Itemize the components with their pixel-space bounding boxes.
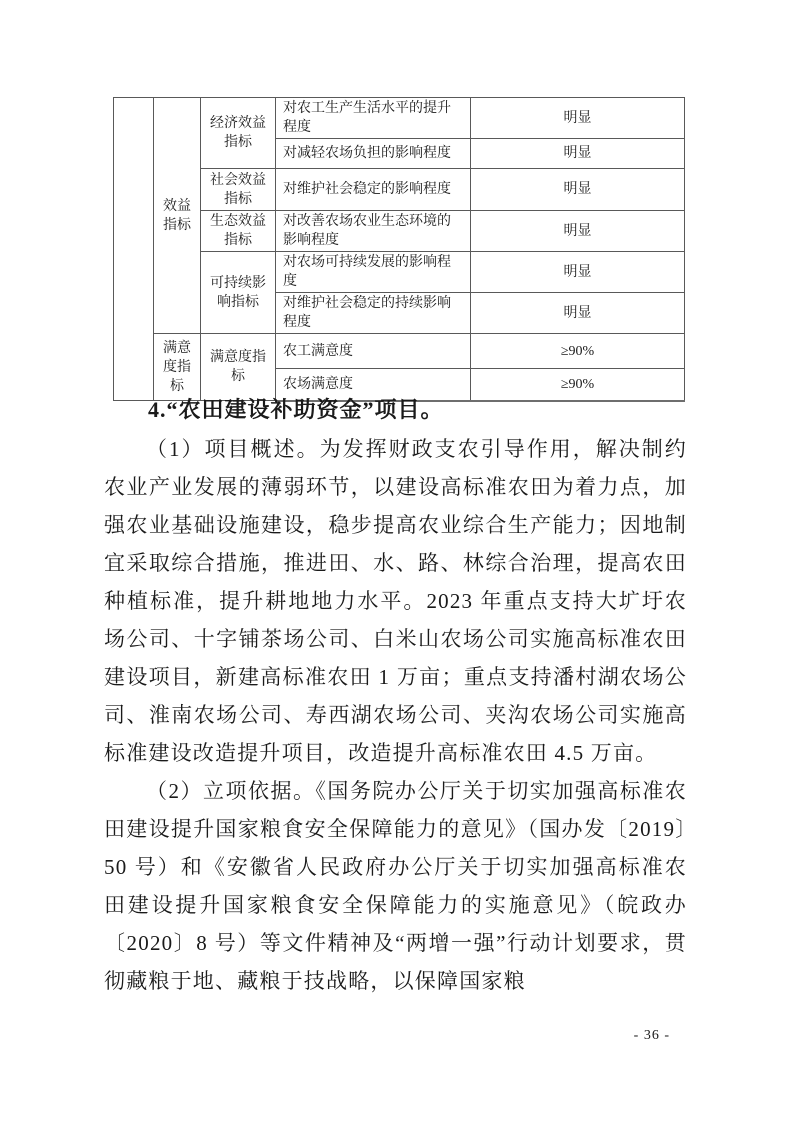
subcategory-cell: 生态效益指标: [201, 211, 276, 252]
description-cell: 对维护社会稳定的持续影响程度: [276, 293, 471, 334]
description-cell: 对维护社会稳定的影响程度: [276, 169, 471, 211]
value-cell: 明显: [471, 211, 685, 252]
table-spacer-cell: [114, 98, 154, 401]
value-cell: ≥90%: [471, 334, 685, 369]
subcategory-cell: 经济效益指标: [201, 98, 276, 169]
value-cell: 明显: [471, 98, 685, 139]
description-cell: 农工满意度: [276, 334, 471, 369]
table-row: [114, 334, 685, 369]
paragraph-project-basis: （2）立项依据。《国务院办公厅关于切实加强高标准农田建设提升国家粮食安全保障能力的意见》（国办发〔2019〕50 号）和《安徽省人民政府办公厅关于切实加强高标准农田建设提升国家粮食安全保障能力的实施意见》（皖政办〔2020〕8 号）等文件精神及“两增一强”行动计划要求，贯彻藏粮于地、藏粮于技战略，以保障国家粮: [104, 779, 687, 993]
description-cell: 农场满意度: [276, 369, 471, 401]
description-cell: 对农工生产生活水平的提升程度: [276, 98, 471, 139]
description-cell: 对减轻农场负担的影响程度: [276, 139, 471, 169]
document-body: [104, 390, 687, 1000]
description-cell: 对改善农场农业生态环境的影响程度: [276, 211, 471, 252]
indicator-table: [113, 97, 685, 402]
category-cell: 效益指标: [154, 98, 201, 334]
value-cell: 明显: [471, 169, 685, 211]
paragraph-project-overview: （1）项目概述。为发挥财政支农引导作用，解决制约农业产业发展的薄弱环节，以建设高标准农田为着力点，加强农业基础设施建设，稳步提高农业综合生产能力；因地制宜采取综合措施，推进田、水、路、林综合治理，提高农田种植标准，提升耕地地力水平。2023 年重点支持大圹圩农场公司、十字铺茶场公司、白米山农场公司实施高标准农田建设项目，新建高标准农田 1 万亩；重点支持潘村湖农场公司、淮南农场公司、寿西湖农场公司、夹沟农场公司实施高标准建设改造提升项目，改造提升高标准农田 4.5 万亩。: [104, 437, 687, 765]
section-heading: 4.“农田建设补助资金”项目。: [148, 397, 444, 422]
value-cell: 明显: [471, 293, 685, 334]
description-cell: 对农场可持续发展的影响程度: [276, 252, 471, 293]
subcategory-cell: 满意度指标: [201, 334, 276, 401]
table-row: [114, 98, 685, 139]
subcategory-cell: 可持续影响指标: [201, 252, 276, 334]
value-cell: 明显: [471, 252, 685, 293]
category-cell: 满意度指标: [154, 334, 201, 401]
subcategory-cell: 社会效益指标: [201, 169, 276, 211]
value-cell: ≥90%: [471, 369, 685, 401]
page-number: - 36 -: [633, 1028, 670, 1043]
value-cell: 明显: [471, 139, 685, 169]
